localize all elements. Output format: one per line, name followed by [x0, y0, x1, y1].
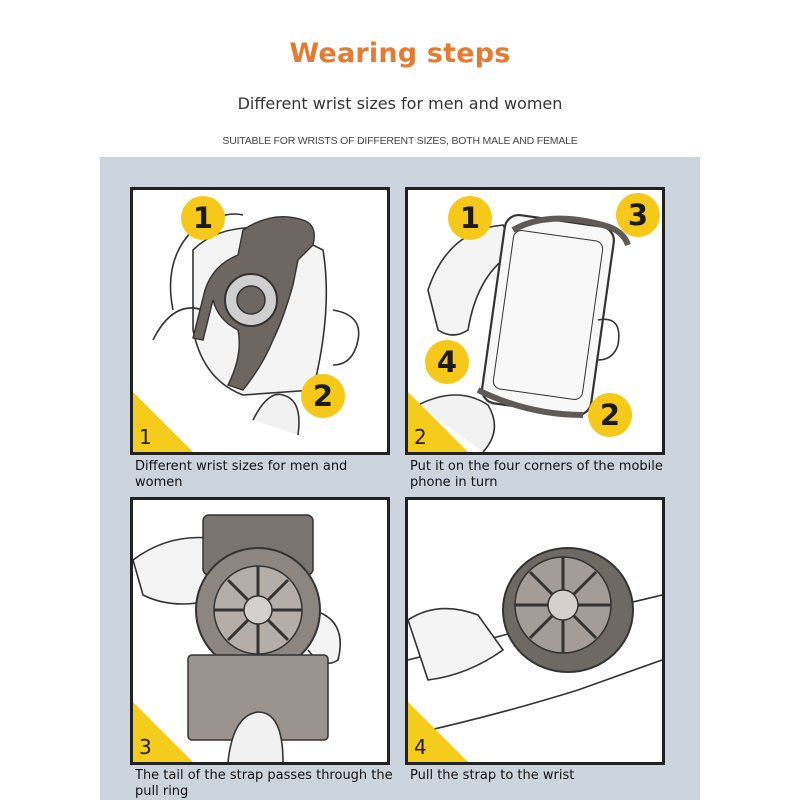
step-1-number: 1	[139, 425, 152, 449]
step-3-panel	[130, 497, 390, 765]
step-2-badge-1: 1	[448, 196, 492, 240]
page-subtitle: Different wrist sizes for men and women	[237, 94, 563, 113]
step-4-caption: Pull the strap to the wrist	[410, 768, 575, 783]
step-2-number: 2	[414, 425, 427, 449]
step-2-badge-3: 3	[616, 193, 660, 237]
step-1-panel	[130, 187, 390, 455]
step-1-caption: Different wrist sizes for men and women	[135, 459, 348, 490]
step-2-badge-2: 2	[588, 393, 632, 437]
step-3-caption: The tail of the strap passes through the pull ring	[135, 768, 393, 799]
step-4-number: 4	[414, 735, 427, 759]
step-2-badge-4: 4	[425, 340, 469, 384]
step-2-panel	[405, 187, 665, 455]
page-tagline: SUITABLE FOR WRISTS OF DIFFERENT SIZES, BOTH MALE AND FEMALE	[222, 135, 578, 147]
step-1-badge-1: 1	[181, 196, 225, 240]
step-4-panel	[405, 497, 665, 765]
step-1-badge-2: 2	[301, 374, 345, 418]
page-title: Wearing steps	[289, 38, 511, 69]
step-3-number: 3	[139, 735, 152, 759]
step-2-caption: Put it on the four corners of the mobile phone in turn	[410, 459, 663, 490]
